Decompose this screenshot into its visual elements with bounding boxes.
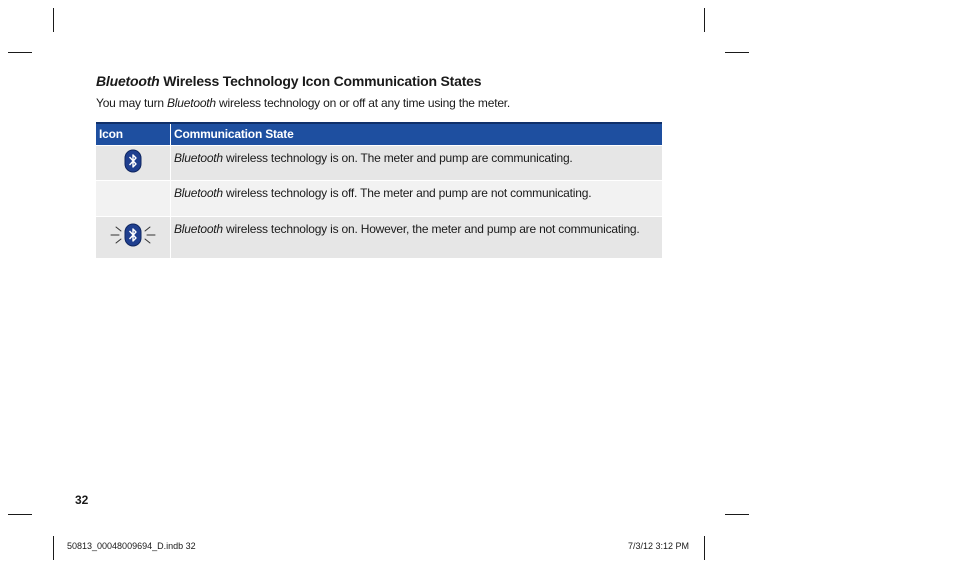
crop-mark — [725, 52, 749, 53]
bluetooth-flashing-icon — [108, 221, 158, 254]
state-text: wireless technology is off. The meter and pump are not communicating. — [222, 186, 592, 200]
date-slug: 7/3/12 3:12 PM — [628, 541, 690, 551]
state-brand: Bluetooth — [174, 222, 223, 236]
icon-cell-empty — [96, 181, 171, 216]
states-table — [96, 122, 662, 258]
heading-text: Wireless Technology Icon Communication States — [159, 73, 482, 89]
icon-cell — [96, 217, 171, 258]
state-text: wireless technology is on. The meter and pump are communicating. — [222, 151, 573, 165]
intro-post: wireless technology on or off at any time using the meter. — [215, 96, 511, 110]
heading-brand: Bluetooth — [96, 73, 160, 89]
crop-mark — [8, 52, 32, 53]
crop-mark — [8, 514, 32, 515]
icon-cell — [96, 146, 171, 180]
crop-mark — [725, 514, 749, 515]
section-heading — [96, 73, 481, 89]
page-number: 32 — [75, 493, 89, 507]
table-row — [96, 216, 662, 258]
state-cell — [171, 146, 662, 180]
bluetooth-icon — [124, 149, 142, 178]
intro-paragraph — [96, 96, 510, 110]
table-row — [96, 180, 662, 216]
state-brand: Bluetooth — [174, 151, 223, 165]
state-text: wireless technology is on. However, the meter and pump are not communicating. — [222, 222, 640, 236]
state-cell — [171, 181, 662, 216]
header-state: Communication State — [174, 127, 294, 141]
crop-mark — [704, 536, 705, 560]
state-brand: Bluetooth — [174, 186, 223, 200]
file-slug: 50813_00048009694_D.indb 32 — [67, 541, 196, 551]
crop-mark — [53, 8, 54, 32]
intro-pre: You may turn — [96, 96, 167, 110]
header-icon: Icon — [96, 124, 171, 145]
table-row — [96, 145, 662, 180]
crop-mark — [53, 536, 54, 560]
intro-brand: Bluetooth — [167, 96, 216, 110]
state-cell — [171, 217, 662, 258]
crop-mark — [704, 8, 705, 32]
table-header — [96, 122, 662, 145]
